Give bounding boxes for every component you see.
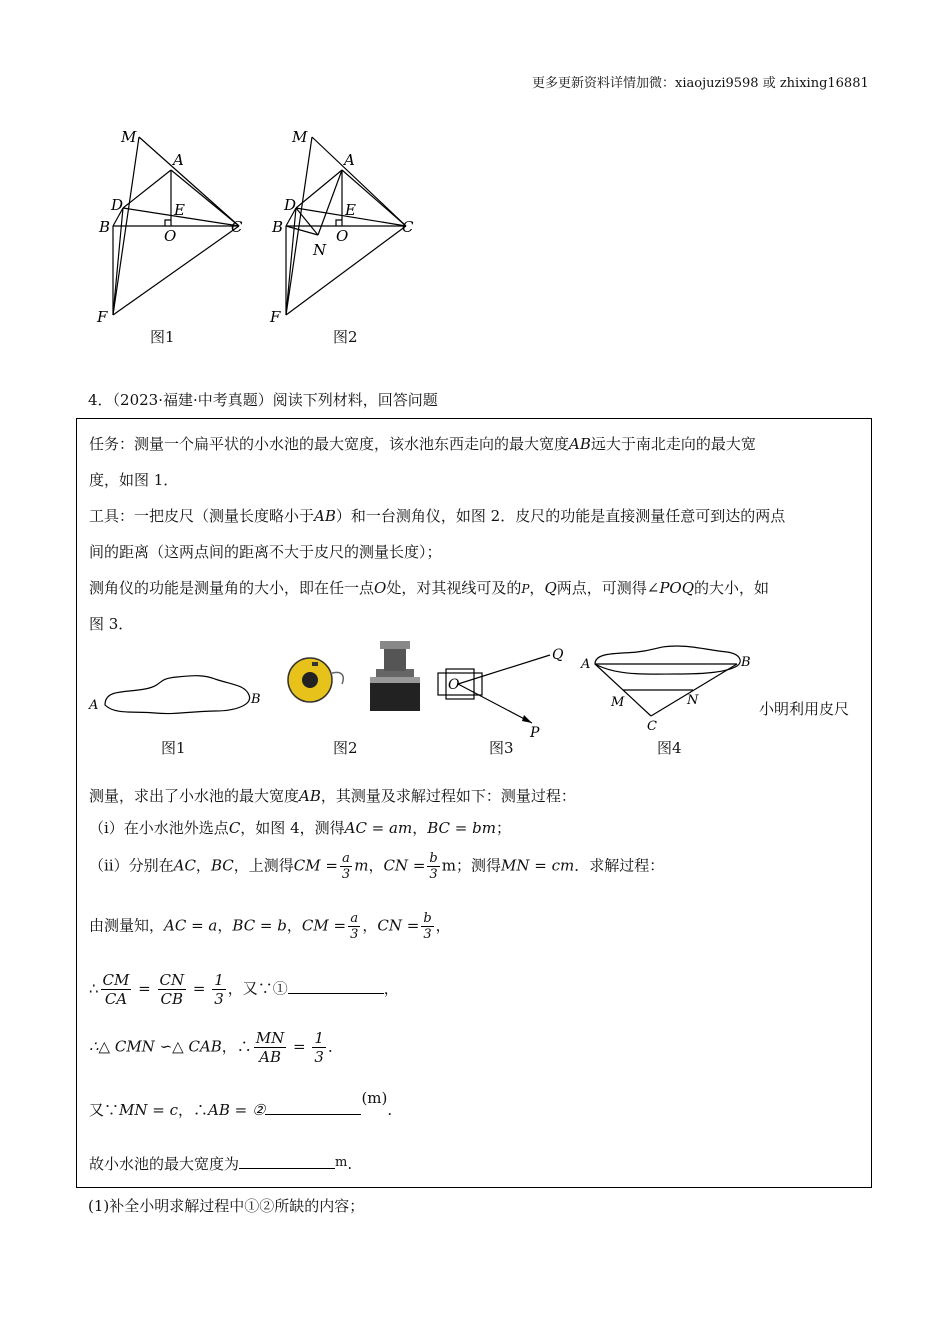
row-fig1-caption: 图1: [161, 739, 186, 757]
fig4-label-c: C: [647, 719, 657, 732]
side-text: 小明利用皮尺: [759, 700, 850, 718]
fig4-label-m: M: [611, 695, 625, 710]
task-line-1: 任务：测量一个扁平状的小水池的最大宽度，该水池东西走向的最大宽度AB远大于南北走向的最大宽: [89, 435, 756, 453]
fig1-label-e: E: [174, 201, 185, 219]
measure-intro: 测量，求出了小水池的最大宽度AB，其测量及求解过程如下：测量过程：: [89, 787, 576, 805]
solve-4: 又∵MN = c，∴AB = ②(m).: [89, 1089, 393, 1119]
pond1-label-b: B: [251, 692, 261, 707]
fig1-label-d: D: [111, 196, 124, 214]
fig2-caption: 图2: [333, 328, 358, 346]
blank-1[interactable]: [288, 979, 384, 994]
fig1-label-f: F: [97, 308, 108, 325]
fig3-label-p: P: [530, 725, 540, 737]
fig1-label-a: A: [173, 151, 184, 169]
tool-line-2: 间的距离（这两点间的距离不大于皮尺的测量长度）；: [89, 543, 442, 561]
solve-5: 故小水池的最大宽度为 m.: [89, 1155, 353, 1173]
pond-figure-4: [577, 644, 762, 732]
material-box: [76, 418, 872, 1188]
fig2-label-f: F: [270, 308, 281, 325]
blank-2[interactable]: [265, 1100, 361, 1115]
fig1-label-b: B: [99, 218, 111, 236]
angle-meter-figure: [432, 647, 582, 737]
fig3-label-q: Q: [552, 647, 564, 663]
fig2-label-a: A: [344, 151, 355, 169]
row-fig3-caption: 图3: [489, 739, 514, 757]
fig2-label-c: C: [402, 218, 414, 236]
angle-line-2: 图 3．: [89, 615, 134, 633]
geometry-figure-1: [95, 125, 255, 325]
fig2-label-m: M: [292, 128, 308, 146]
fig2-label-e: E: [345, 201, 356, 219]
tape-measure-image: [282, 644, 352, 714]
step-2: （ⅱ）分别在AC，BC，上测得CM = $\frac{a}{3}$ m，CN = $\frac{b}{3}$ m；测得MN = cm．求解过程：: [89, 851, 665, 882]
tool-line-1: 工具：一把皮尺（测量长度略小于AB）和一台测角仪，如图 2．皮尺的功能是直接测量任意可到达的两点: [89, 507, 786, 525]
question-1: (1)补全小明求解过程中①②所缺的内容；: [88, 1197, 365, 1215]
fig4-label-n: N: [687, 693, 699, 708]
solve-3: ∴△ CMN ∽△ CAB，∴ $\frac{MN}{AB}$ = $\frac{1}{3}$ ．: [89, 1029, 343, 1066]
solve-1: 由测量知，AC = a，BC = b，CM = $\frac{a}{3}$ ，CN = $\frac{b}{3}$ ，: [89, 911, 451, 942]
fig3-label-o: O: [448, 677, 460, 693]
blank-3[interactable]: [239, 1154, 335, 1169]
fig1-caption: 图1: [150, 328, 175, 346]
pond-figure-1: [85, 649, 265, 719]
theodolite-image: [362, 637, 432, 717]
angle-line-1: 测角仪的功能是测量角的大小，即在任一点O处，对其视线可及的P，Q两点，可测得∠POQ的大小，如: [89, 579, 770, 597]
row-fig2-caption: 图2: [333, 739, 358, 757]
step-1: （ⅰ）在小水池外选点C，如图 4，测得AC = am，BC = bm；: [89, 819, 511, 837]
fig2-label-n: N: [313, 241, 327, 259]
geometry-figure-2: [268, 125, 428, 325]
fig1-label-o: O: [164, 227, 177, 245]
pond1-label-a: A: [89, 698, 99, 713]
fig2-label-b: B: [272, 218, 284, 236]
solve-2: ∴ $\frac{CM}{CA}$ = $\frac{CN}{CB}$ = $\frac{1}{3}$ ，又∵① ，: [89, 971, 399, 1008]
fig1-label-c: C: [231, 218, 243, 236]
fig4-label-a: A: [581, 657, 591, 672]
task-line-2: 度，如图 1．: [89, 471, 179, 489]
fig1-label-m: M: [121, 128, 137, 146]
problem-title: 4．（2023·福建·中考真题）阅读下列材料，回答问题: [88, 391, 438, 409]
fig4-label-b: B: [741, 655, 751, 670]
fig2-label-o: O: [336, 227, 349, 245]
header-note: 更多更新资料详情加微：xiaojuzi9598 或 zhixing16881: [532, 76, 869, 91]
fig2-label-d: D: [284, 196, 297, 214]
row-fig4-caption: 图4: [657, 739, 682, 757]
